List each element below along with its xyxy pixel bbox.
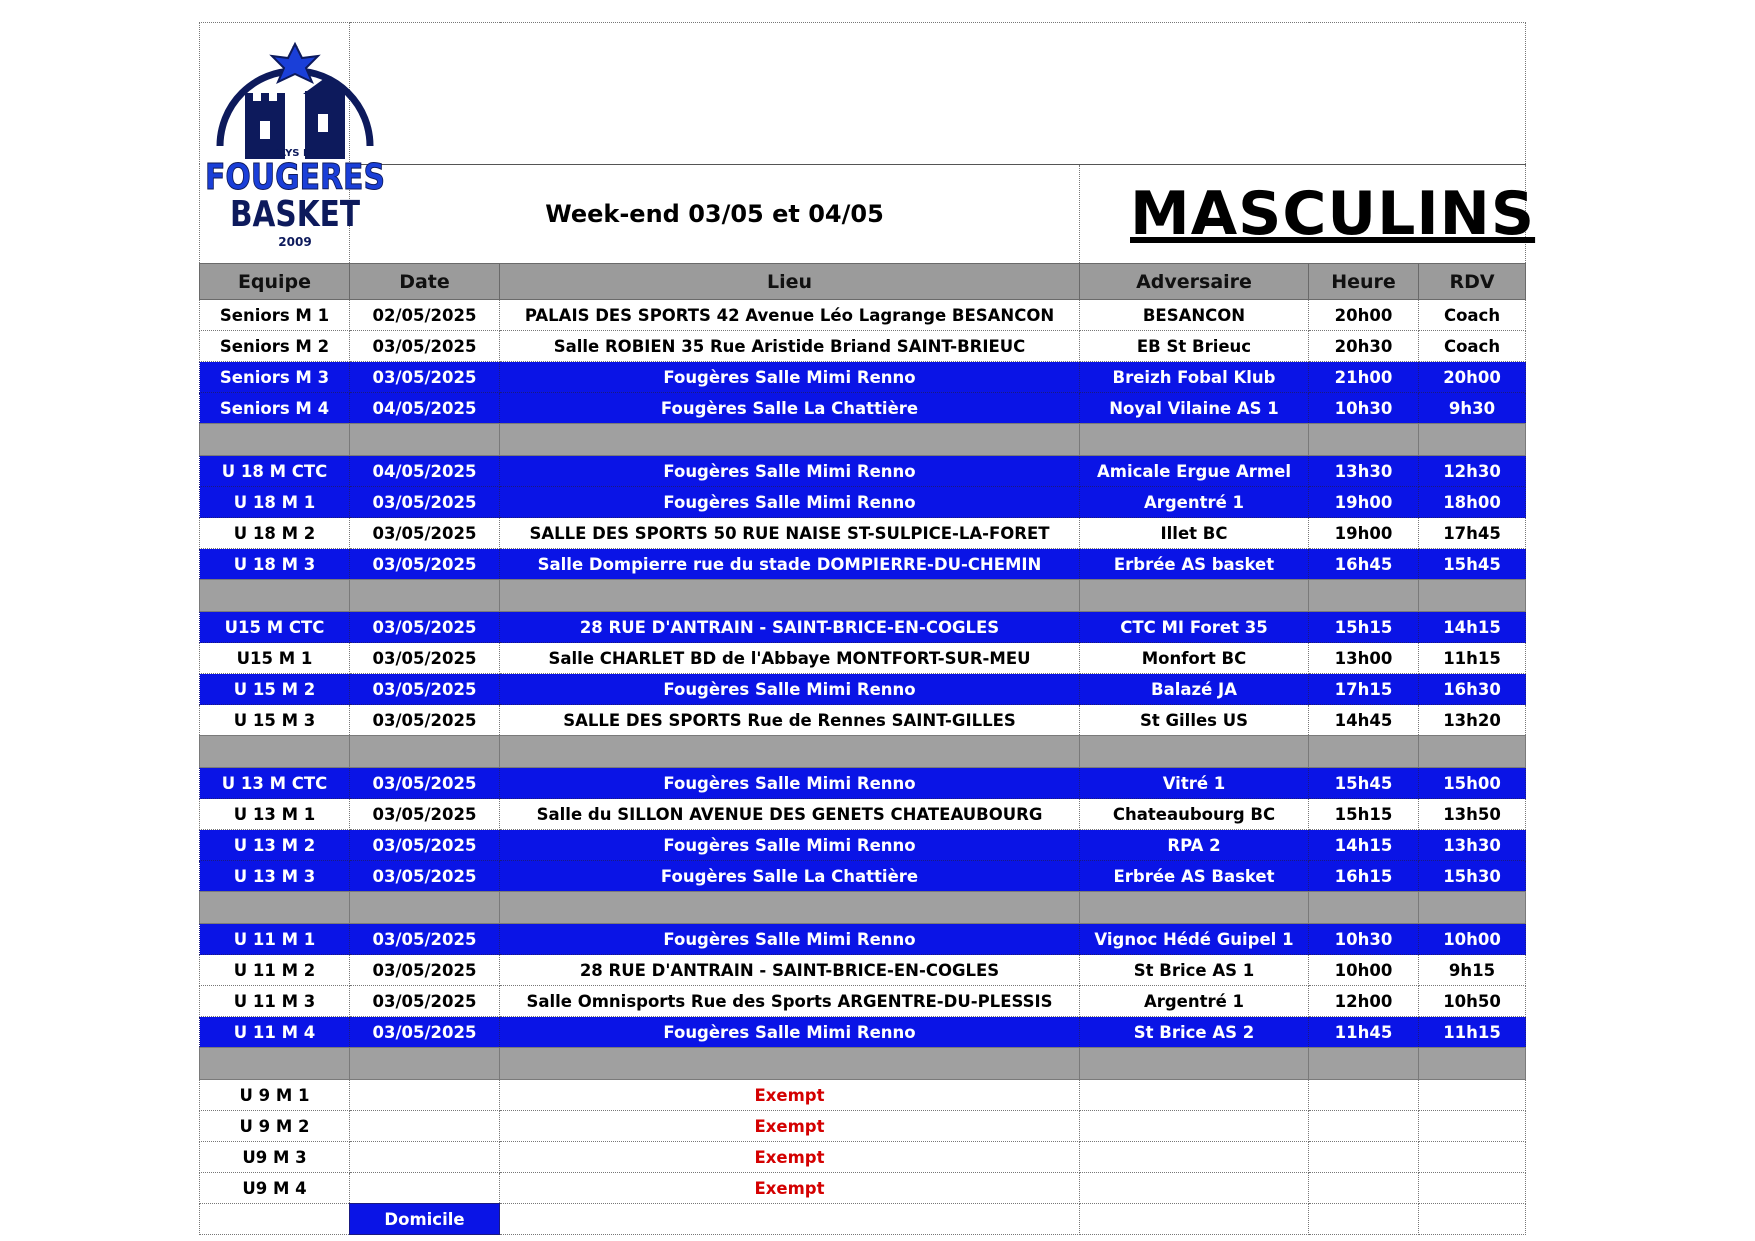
cell-equipe: U 9 M 1 (200, 1080, 350, 1111)
cell-rdv: 15h00 (1419, 768, 1526, 799)
week-label: Week-end 03/05 et 04/05 (545, 199, 884, 228)
cell-rdv (1419, 892, 1526, 924)
cell-rdv: 11h15 (1419, 1017, 1526, 1048)
cell-rdv (1419, 1048, 1526, 1080)
title-cell (1080, 164, 1536, 263)
cell-equipe: U 13 M 1 (200, 799, 350, 830)
cell-equipe: U 13 M 3 (200, 861, 350, 892)
cell-adversaire: Breizh Fobal Klub (1080, 362, 1309, 393)
week-cell (350, 164, 1080, 263)
cell-adversaire: RPA 2 (1080, 830, 1309, 861)
table-row (200, 393, 1526, 424)
cell-equipe: U 11 M 3 (200, 986, 350, 1017)
cell-lieu: 28 RUE D'ANTRAIN - SAINT-BRICE-EN-COGLES (500, 612, 1080, 643)
cell-date: 03/05/2025 (350, 768, 500, 799)
cell-adversaire: St Brice AS 1 (1080, 955, 1309, 986)
cell-adversaire (1080, 424, 1309, 456)
cell-lieu (500, 424, 1080, 456)
cell-rdv: 13h50 (1419, 799, 1526, 830)
cell-adversaire (1080, 1111, 1309, 1142)
cell-adversaire: Monfort BC (1080, 643, 1309, 674)
cell-lieu: Exempt (500, 1080, 1080, 1111)
header-empty (350, 23, 1526, 165)
table-row (200, 1173, 1526, 1204)
cell-date: 03/05/2025 (350, 362, 500, 393)
cell-equipe: U 11 M 1 (200, 924, 350, 955)
cell-rdv: 9h30 (1419, 393, 1526, 424)
legend-empty (200, 1204, 350, 1235)
cell-date (350, 1111, 500, 1142)
cell-rdv: Coach (1419, 300, 1526, 331)
cell-lieu: Fougères Salle Mimi Renno (500, 830, 1080, 861)
cell-date: 03/05/2025 (350, 924, 500, 955)
cell-adversaire: Illet BC (1080, 518, 1309, 549)
cell-adversaire: EB St Brieuc (1080, 331, 1309, 362)
cell-equipe: U 11 M 4 (200, 1017, 350, 1048)
star-icon (272, 44, 318, 82)
cell-adversaire: St Brice AS 2 (1080, 1017, 1309, 1048)
cell-rdv: 18h00 (1419, 487, 1526, 518)
table-row (200, 768, 1526, 799)
col-header-date: Date (350, 264, 500, 300)
cell-heure (1309, 580, 1419, 612)
page-title: MASCULINS (1130, 178, 1536, 249)
cell-heure: 21h00 (1309, 362, 1419, 393)
logo-year: 2009 (278, 235, 312, 249)
club-logo (200, 26, 390, 256)
cell-date: 03/05/2025 (350, 955, 500, 986)
cell-equipe: Seniors M 1 (200, 300, 350, 331)
cell-rdv: 10h50 (1419, 986, 1526, 1017)
separator-row (200, 424, 1526, 456)
cell-equipe (200, 424, 350, 456)
cell-heure: 14h45 (1309, 705, 1419, 736)
cell-rdv: 13h30 (1419, 830, 1526, 861)
table-row (200, 612, 1526, 643)
legend-empty (1080, 1204, 1309, 1235)
cell-lieu: Fougères Salle Mimi Renno (500, 924, 1080, 955)
cell-date: 03/05/2025 (350, 986, 500, 1017)
logo-top-text: PAYS DE (271, 148, 319, 159)
cell-rdv (1419, 1111, 1526, 1142)
cell-adversaire: St Gilles US (1080, 705, 1309, 736)
cell-adversaire (1080, 1080, 1309, 1111)
cell-adversaire: Noyal Vilaine AS 1 (1080, 393, 1309, 424)
cell-adversaire (1080, 580, 1309, 612)
cell-heure: 14h15 (1309, 830, 1419, 861)
cell-lieu: Exempt (500, 1142, 1080, 1173)
cell-equipe: U 18 M 3 (200, 549, 350, 580)
table-row (200, 799, 1526, 830)
cell-equipe: U 18 M CTC (200, 456, 350, 487)
separator-row (200, 1048, 1526, 1080)
cell-heure: 10h30 (1309, 393, 1419, 424)
cell-rdv: 16h30 (1419, 674, 1526, 705)
cell-date: 04/05/2025 (350, 456, 500, 487)
cell-rdv: 11h15 (1419, 643, 1526, 674)
cell-heure: 13h00 (1309, 643, 1419, 674)
cell-date: 03/05/2025 (350, 674, 500, 705)
cell-rdv (1419, 424, 1526, 456)
table-row (200, 549, 1526, 580)
cell-adversaire (1080, 1173, 1309, 1204)
cell-date (350, 1173, 500, 1204)
cell-lieu: SALLE DES SPORTS Rue de Rennes SAINT-GILLES (500, 705, 1080, 736)
table-row (200, 955, 1526, 986)
col-header-lieu: Lieu (500, 264, 1080, 300)
cell-heure: 17h15 (1309, 674, 1419, 705)
cell-rdv: 14h15 (1419, 612, 1526, 643)
cell-heure: 11h45 (1309, 1017, 1419, 1048)
schedule-sheet (199, 22, 1536, 1235)
cell-date: 02/05/2025 (350, 300, 500, 331)
cell-date: 04/05/2025 (350, 393, 500, 424)
cell-heure: 15h15 (1309, 799, 1419, 830)
cell-heure (1309, 1142, 1419, 1173)
cell-heure (1309, 892, 1419, 924)
cell-heure (1309, 736, 1419, 768)
table-row (200, 331, 1526, 362)
cell-lieu (500, 736, 1080, 768)
cell-lieu: SALLE DES SPORTS 50 RUE NAISE ST-SULPICE-LA-FORET (500, 518, 1080, 549)
col-header-heure: Heure (1309, 264, 1419, 300)
cell-date: 03/05/2025 (350, 549, 500, 580)
col-header-rdv: RDV (1419, 264, 1526, 300)
cell-heure (1309, 1080, 1419, 1111)
cell-date: 03/05/2025 (350, 830, 500, 861)
table-row (200, 518, 1526, 549)
table-row (200, 1111, 1526, 1142)
cell-heure: 16h15 (1309, 861, 1419, 892)
table-row (200, 986, 1526, 1017)
cell-lieu: Fougères Salle Mimi Renno (500, 674, 1080, 705)
cell-equipe: Seniors M 2 (200, 331, 350, 362)
cell-lieu: Fougères Salle La Chattière (500, 861, 1080, 892)
cell-rdv: 13h20 (1419, 705, 1526, 736)
cell-adversaire (1080, 892, 1309, 924)
cell-adversaire: Argentré 1 (1080, 986, 1309, 1017)
cell-rdv (1419, 736, 1526, 768)
table-row (200, 1017, 1526, 1048)
cell-equipe: U15 M CTC (200, 612, 350, 643)
cell-equipe (200, 1048, 350, 1080)
cell-adversaire: Vitré 1 (1080, 768, 1309, 799)
cell-date (350, 736, 500, 768)
cell-lieu: PALAIS DES SPORTS 42 Avenue Léo Lagrange BESANCON (500, 300, 1080, 331)
separator-row (200, 580, 1526, 612)
cell-lieu: Salle CHARLET BD de l'Abbaye MONTFORT-SUR-MEU (500, 643, 1080, 674)
cell-date: 03/05/2025 (350, 487, 500, 518)
cell-adversaire: Amicale Ergue Armel (1080, 456, 1309, 487)
table-row (200, 924, 1526, 955)
cell-rdv: 15h30 (1419, 861, 1526, 892)
cell-date: 03/05/2025 (350, 1017, 500, 1048)
legend-empty (1309, 1204, 1419, 1235)
cell-date: 03/05/2025 (350, 799, 500, 830)
legend-domicile: Domicile (350, 1204, 500, 1235)
cell-date (350, 1048, 500, 1080)
cell-rdv (1419, 1142, 1526, 1173)
col-header-equipe: Equipe (200, 264, 350, 300)
cell-equipe: U 18 M 2 (200, 518, 350, 549)
cell-lieu: Salle Omnisports Rue des Sports ARGENTRE-DU-PLESSIS (500, 986, 1080, 1017)
cell-date (350, 1080, 500, 1111)
col-header-adversaire: Adversaire (1080, 264, 1309, 300)
cell-rdv: Coach (1419, 331, 1526, 362)
logo-sub: BASKET (230, 194, 361, 235)
table-row (200, 487, 1526, 518)
cell-equipe: Seniors M 3 (200, 362, 350, 393)
cell-adversaire: Argentré 1 (1080, 487, 1309, 518)
schedule-table (199, 22, 1536, 1235)
table-row (200, 705, 1526, 736)
cell-date: 03/05/2025 (350, 518, 500, 549)
cell-heure (1309, 1173, 1419, 1204)
cell-adversaire: Erbrée AS Basket (1080, 861, 1309, 892)
legend-empty (1419, 1204, 1526, 1235)
table-row (200, 861, 1526, 892)
cell-adversaire (1080, 1048, 1309, 1080)
cell-heure: 20h00 (1309, 300, 1419, 331)
table-row (200, 674, 1526, 705)
cell-equipe (200, 892, 350, 924)
cell-rdv (1419, 1080, 1526, 1111)
cell-lieu: Fougères Salle Mimi Renno (500, 1017, 1080, 1048)
cell-adversaire: Balazé JA (1080, 674, 1309, 705)
cell-heure: 19h00 (1309, 487, 1419, 518)
table-row (200, 830, 1526, 861)
cell-lieu (500, 892, 1080, 924)
cell-date: 03/05/2025 (350, 643, 500, 674)
cell-date: 03/05/2025 (350, 612, 500, 643)
separator-row (200, 736, 1526, 768)
logo-name: FOUGERES (205, 157, 385, 198)
cell-lieu (500, 580, 1080, 612)
cell-lieu: Fougères Salle Mimi Renno (500, 362, 1080, 393)
cell-date (350, 424, 500, 456)
cell-adversaire: BESANCON (1080, 300, 1309, 331)
logo-cell (200, 23, 385, 264)
cell-adversaire (1080, 736, 1309, 768)
cell-equipe: U 18 M 1 (200, 487, 350, 518)
cell-heure (1309, 424, 1419, 456)
cell-date (350, 580, 500, 612)
cell-rdv (1419, 580, 1526, 612)
cell-rdv: 12h30 (1419, 456, 1526, 487)
cell-equipe (200, 580, 350, 612)
cell-lieu: 28 RUE D'ANTRAIN - SAINT-BRICE-EN-COGLES (500, 955, 1080, 986)
cell-lieu (500, 1048, 1080, 1080)
separator-row (200, 892, 1526, 924)
cell-equipe: U 15 M 2 (200, 674, 350, 705)
cell-equipe: U 15 M 3 (200, 705, 350, 736)
cell-rdv (1419, 1173, 1526, 1204)
cell-date: 03/05/2025 (350, 705, 500, 736)
cell-heure (1309, 1111, 1419, 1142)
cell-adversaire (1080, 1142, 1309, 1173)
cell-heure: 10h00 (1309, 955, 1419, 986)
cell-equipe: U 13 M CTC (200, 768, 350, 799)
cell-equipe: U 13 M 2 (200, 830, 350, 861)
cell-heure: 13h30 (1309, 456, 1419, 487)
cell-equipe: U 11 M 2 (200, 955, 350, 986)
table-row (200, 362, 1526, 393)
cell-heure: 15h15 (1309, 612, 1419, 643)
cell-lieu: Fougères Salle Mimi Renno (500, 456, 1080, 487)
cell-date (350, 1142, 500, 1173)
cell-lieu: Fougères Salle La Chattière (500, 393, 1080, 424)
cell-rdv: 15h45 (1419, 549, 1526, 580)
cell-adversaire: CTC MI Foret 35 (1080, 612, 1309, 643)
cell-heure (1309, 1048, 1419, 1080)
table-row (200, 456, 1526, 487)
cell-equipe: U 9 M 2 (200, 1111, 350, 1142)
cell-rdv: 17h45 (1419, 518, 1526, 549)
table-row (200, 643, 1526, 674)
cell-equipe: U9 M 3 (200, 1142, 350, 1173)
table-row (200, 300, 1526, 331)
cell-lieu: Fougères Salle Mimi Renno (500, 487, 1080, 518)
cell-rdv: 9h15 (1419, 955, 1526, 986)
cell-heure: 16h45 (1309, 549, 1419, 580)
cell-lieu: Salle Dompierre rue du stade DOMPIERRE-DU-CHEMIN (500, 549, 1080, 580)
cell-heure: 12h00 (1309, 986, 1419, 1017)
cell-rdv: 10h00 (1419, 924, 1526, 955)
cell-lieu: Salle du SILLON AVENUE DES GENETS CHATEAUBOURG (500, 799, 1080, 830)
table-row (200, 1080, 1526, 1111)
cell-equipe: U9 M 4 (200, 1173, 350, 1204)
cell-adversaire: Chateaubourg BC (1080, 799, 1309, 830)
cell-adversaire: Erbrée AS basket (1080, 549, 1309, 580)
legend-empty (500, 1204, 1080, 1235)
cell-date: 03/05/2025 (350, 331, 500, 362)
cell-date (350, 892, 500, 924)
cell-lieu: Exempt (500, 1173, 1080, 1204)
cell-heure: 19h00 (1309, 518, 1419, 549)
legend-row (200, 1204, 1526, 1235)
cell-adversaire: Vignoc Hédé Guipel 1 (1080, 924, 1309, 955)
cell-equipe (200, 736, 350, 768)
cell-heure: 10h30 (1309, 924, 1419, 955)
cell-equipe: Seniors M 4 (200, 393, 350, 424)
cell-heure: 20h30 (1309, 331, 1419, 362)
cell-lieu: Fougères Salle Mimi Renno (500, 768, 1080, 799)
cell-rdv: 20h00 (1419, 362, 1526, 393)
cell-date: 03/05/2025 (350, 861, 500, 892)
cell-lieu: Exempt (500, 1111, 1080, 1142)
cell-lieu: Salle ROBIEN 35 Rue Aristide Briand SAINT-BRIEUC (500, 331, 1080, 362)
table-row (200, 1142, 1526, 1173)
cell-heure: 15h45 (1309, 768, 1419, 799)
cell-equipe: U15 M 1 (200, 643, 350, 674)
